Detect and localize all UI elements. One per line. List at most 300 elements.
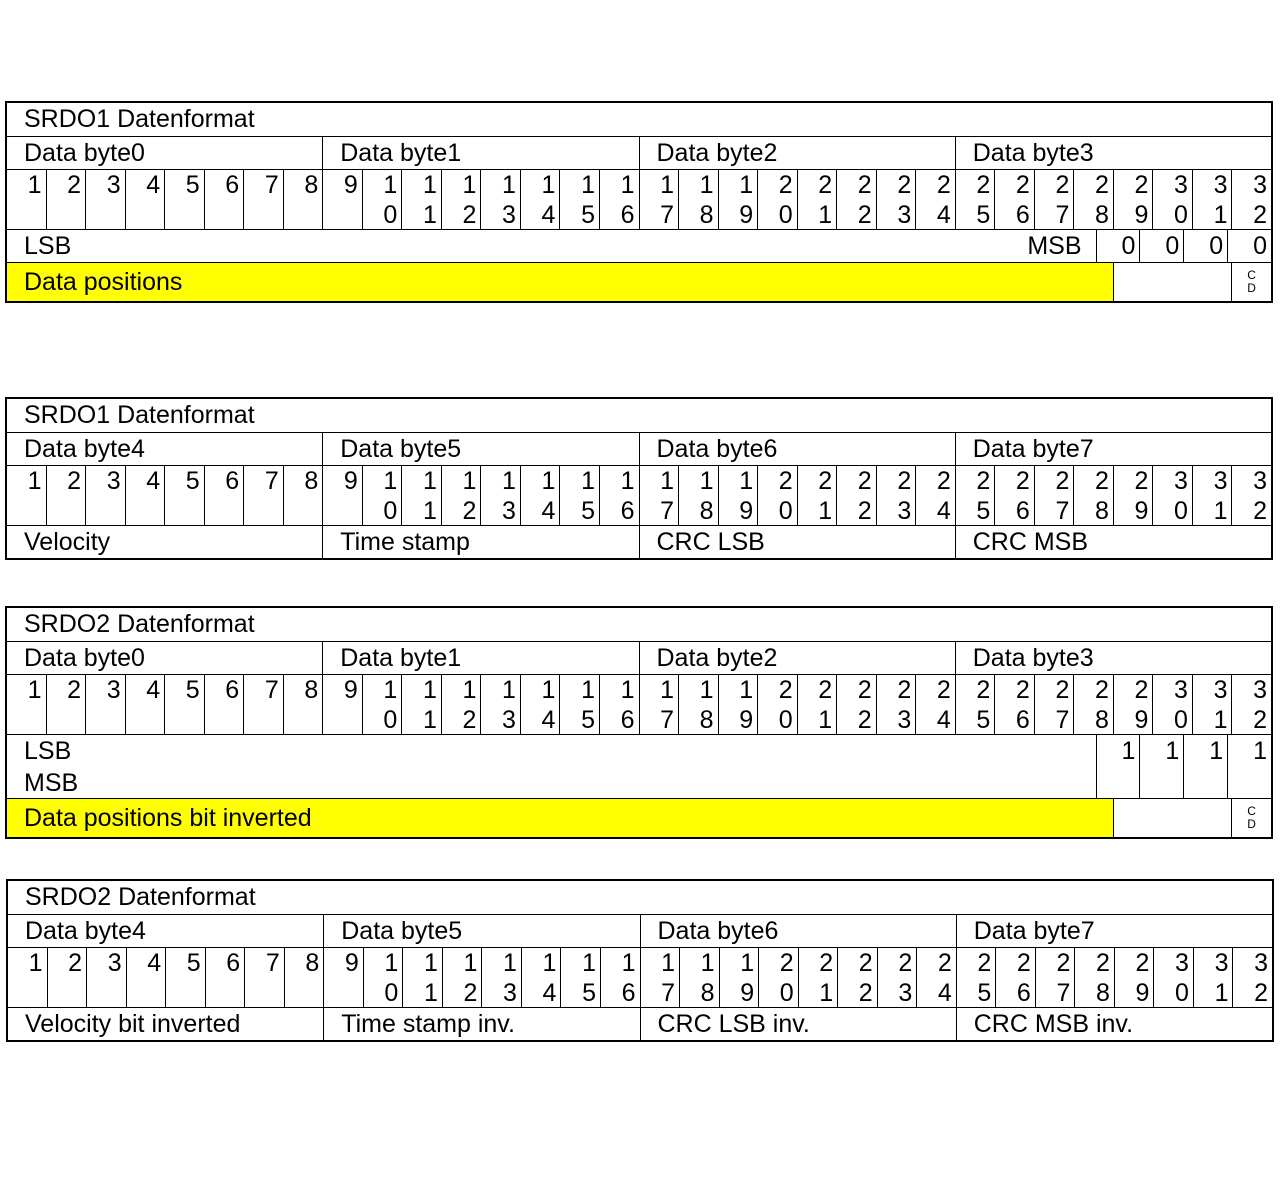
bit-digit-top: 3 — [1214, 949, 1229, 977]
bit-digit-top: 2 — [1135, 949, 1150, 977]
bit-cell — [719, 948, 759, 1007]
bit-digit-bottom: 9 — [1134, 497, 1149, 525]
bit-digit-top: 1 — [422, 676, 437, 704]
flag-cell: 1 — [1139, 735, 1183, 798]
bit-cell — [876, 675, 916, 734]
lsb-msb-row — [7, 229, 1271, 262]
empty-cell — [1114, 799, 1231, 837]
bit-digit-top: 1 — [384, 949, 399, 977]
bit-cell — [915, 466, 955, 525]
bit-digit-top: 2 — [818, 171, 833, 199]
bit-digit-top: 2 — [1016, 949, 1031, 977]
bit-cell — [481, 948, 521, 1007]
bit-cell — [678, 170, 718, 229]
byte-header: Data byte7 — [955, 433, 1271, 465]
bit-cell — [441, 170, 481, 229]
bit-digit-top: 2 — [1055, 171, 1070, 199]
bit-digit-top: 5 — [185, 171, 200, 199]
bit-digit-bottom: 2 — [462, 201, 477, 229]
bit-digit-top: 4 — [146, 676, 161, 704]
bit-cell — [441, 466, 481, 525]
bit-digit-bottom: 6 — [1015, 497, 1030, 525]
bit-cell — [1192, 675, 1232, 734]
bit-digit-top: 2 — [67, 171, 82, 199]
bit-digit-top: 1 — [422, 467, 437, 495]
bit-cell — [85, 675, 125, 734]
bit-cell — [85, 170, 125, 229]
bit-cell — [678, 466, 718, 525]
bit-cell — [679, 948, 719, 1007]
bit-cell — [994, 170, 1034, 229]
bit-digit-bottom: 2 — [1253, 497, 1267, 525]
bit-cell — [1073, 170, 1113, 229]
bit-digit-top: 3 — [1213, 467, 1228, 495]
bit-cell — [718, 170, 758, 229]
bit-digit-bottom: 3 — [502, 201, 516, 229]
flag-cell: 0 — [1183, 230, 1227, 262]
bit-digit-top: 1 — [699, 467, 714, 495]
bit-cell — [837, 948, 877, 1007]
bit-digit-top: 1 — [541, 467, 556, 495]
bit-cell — [718, 675, 758, 734]
bit-cell — [8, 948, 47, 1007]
bit-digit-top: 1 — [502, 676, 516, 704]
bit-cell — [1113, 466, 1153, 525]
bit-digit-top: 3 — [1213, 676, 1228, 704]
bit-cell — [46, 170, 86, 229]
bit-digit-bottom: 3 — [897, 706, 912, 734]
bit-cell — [995, 948, 1035, 1007]
bit-digit-top: 2 — [857, 467, 872, 495]
bit-cell — [797, 170, 837, 229]
bit-digit-top: 2 — [1055, 676, 1070, 704]
bit-number-row — [7, 674, 1271, 734]
byte-header: Data byte1 — [322, 137, 638, 169]
bit-digit-bottom: 1 — [1213, 706, 1228, 734]
bit-cell — [401, 466, 441, 525]
bit-cell — [205, 948, 245, 1007]
bit-digit-top: 3 — [1254, 949, 1268, 977]
byte-header: Data byte1 — [322, 642, 638, 674]
bit-cell — [876, 466, 916, 525]
byte-header: Data byte4 — [24, 434, 145, 463]
bit-digit-top: 1 — [541, 171, 556, 199]
bit-cell — [1193, 948, 1233, 1007]
bit-cell — [718, 466, 758, 525]
bit-digit-top: 3 — [1253, 171, 1267, 199]
bit-digit-top: 1 — [620, 676, 635, 704]
bit-digit-top: 1 — [620, 467, 635, 495]
bit-cell — [204, 466, 244, 525]
bit-digit-bottom: 7 — [661, 979, 676, 1007]
flag-cell: 0 — [1096, 230, 1140, 262]
bit-digit-top: 2 — [857, 676, 872, 704]
bit-cell — [1231, 466, 1271, 525]
bit-cell — [244, 948, 284, 1007]
bit-cell — [1231, 675, 1271, 734]
bit-cell — [1232, 948, 1272, 1007]
bit-digit-top: 2 — [819, 949, 834, 977]
bit-digit-bottom: 0 — [1175, 979, 1189, 1007]
bit-number-row — [7, 169, 1271, 229]
bit-cell — [125, 170, 165, 229]
cd-d: D — [1247, 817, 1256, 831]
bit-digit-bottom: 2 — [462, 497, 477, 525]
bit-cell — [323, 948, 363, 1007]
bit-digit-top: 9 — [343, 171, 358, 199]
bit-digit-top: 2 — [818, 467, 833, 495]
empty-cell — [1114, 263, 1231, 301]
bit-cell — [1152, 466, 1192, 525]
srdo2-table-b — [6, 879, 1274, 1042]
bit-cell — [757, 675, 797, 734]
bit-cell — [956, 948, 996, 1007]
field-time-stamp: Time stamp — [322, 526, 638, 558]
bit-digit-top: 1 — [620, 171, 635, 199]
bit-digit-bottom: 7 — [660, 201, 675, 229]
bit-cell — [126, 948, 166, 1007]
bit-digit-bottom: 7 — [660, 497, 675, 525]
bit-cell — [204, 170, 244, 229]
bit-digit-top: 5 — [185, 676, 200, 704]
byte-header: Data byte2 — [639, 642, 955, 674]
bit-digit-bottom: 8 — [1094, 706, 1109, 734]
bit-digit-top: 2 — [936, 467, 951, 495]
bit-digit-top: 1 — [582, 949, 596, 977]
bit-digit-bottom: 9 — [1135, 979, 1150, 1007]
bit-cell — [441, 675, 481, 734]
bit-cell — [363, 948, 403, 1007]
bit-digit-top: 1 — [463, 949, 478, 977]
bit-number-row — [7, 465, 1271, 525]
bit-digit-bottom: 2 — [1253, 706, 1267, 734]
lsb-msb-row — [7, 734, 1271, 798]
bit-digit-bottom: 4 — [541, 706, 556, 734]
bit-cell — [520, 675, 560, 734]
bit-digit-top: 1 — [660, 676, 675, 704]
byte-header: Data byte3 — [955, 642, 1271, 674]
byte-header-row — [8, 914, 1272, 947]
bit-digit-top: 9 — [343, 676, 358, 704]
bit-cell — [284, 948, 324, 1007]
bit-digit-top: 2 — [818, 676, 833, 704]
byte-header: Data byte6 — [640, 915, 956, 947]
bit-digit-top: 3 — [107, 949, 122, 977]
bit-digit-bottom: 4 — [541, 497, 556, 525]
cd-c: C — [1247, 268, 1256, 282]
bit-cell — [876, 170, 916, 229]
bit-digit-top: 2 — [1015, 171, 1030, 199]
bit-digit-top: 8 — [304, 467, 319, 495]
bit-digit-top: 2 — [977, 949, 992, 977]
lsb-label: LSB — [24, 737, 72, 765]
bit-digit-bottom: 0 — [1174, 706, 1188, 734]
bit-digit-bottom: 3 — [898, 979, 913, 1007]
bit-cell — [559, 170, 599, 229]
bit-cell — [639, 675, 679, 734]
bit-digit-bottom: 0 — [384, 979, 399, 1007]
bit-digit-top: 6 — [226, 949, 241, 977]
bit-cell — [243, 170, 283, 229]
bit-digit-bottom: 0 — [779, 979, 794, 1007]
bit-digit-top: 2 — [1134, 171, 1149, 199]
bit-digit-top: 5 — [186, 949, 201, 977]
bit-digit-top: 2 — [1134, 676, 1149, 704]
bit-digit-top: 1 — [699, 676, 714, 704]
byte-header: Data byte4 — [25, 916, 146, 945]
bit-cell — [7, 170, 46, 229]
lsb-msb-area — [7, 735, 1096, 798]
data-positions-highlight: Data positions — [7, 263, 1114, 301]
byte-header: Data byte2 — [639, 137, 955, 169]
bit-digit-bottom: 2 — [1254, 979, 1268, 1007]
field-velocity: Velocity — [24, 527, 111, 556]
bit-digit-bottom: 6 — [620, 497, 635, 525]
bit-cell — [559, 675, 599, 734]
bit-cell — [480, 466, 520, 525]
bit-digit-top: 1 — [502, 467, 516, 495]
byte-header: Data byte6 — [639, 433, 955, 465]
bit-digit-top: 3 — [1174, 676, 1188, 704]
bit-digit-bottom: 9 — [1134, 201, 1149, 229]
bit-digit-top: 1 — [27, 171, 42, 199]
table-title: SRDO2 Datenformat — [25, 883, 256, 911]
bit-digit-bottom: 0 — [1174, 201, 1188, 229]
bit-digit-bottom: 5 — [977, 979, 992, 1007]
bit-digit-top: 2 — [778, 171, 793, 199]
data-positions-highlight: Data positions bit inverted — [7, 799, 1114, 837]
bit-digit-top: 1 — [740, 949, 755, 977]
bit-digit-bottom: 6 — [620, 706, 635, 734]
bit-digit-bottom: 1 — [818, 706, 833, 734]
bit-cell — [125, 466, 165, 525]
field-crc-lsb: CRC LSB — [639, 526, 955, 558]
bit-cell — [164, 170, 204, 229]
bit-digit-top: 1 — [581, 467, 595, 495]
bit-cell — [639, 170, 679, 229]
bit-cell — [362, 675, 402, 734]
bit-digit-bottom: 1 — [819, 979, 834, 1007]
bit-digit-bottom: 2 — [462, 706, 477, 734]
bit-cell — [46, 675, 86, 734]
bit-cell — [916, 948, 956, 1007]
lsb-msb-area — [7, 230, 1096, 262]
bit-cell — [7, 675, 46, 734]
bit-cell — [402, 948, 442, 1007]
bit-digit-bottom: 2 — [857, 201, 872, 229]
bit-digit-bottom: 9 — [739, 497, 754, 525]
cd-c: C — [1247, 804, 1256, 818]
bit-cell — [362, 170, 402, 229]
bit-cell — [915, 170, 955, 229]
bit-digit-top: 1 — [462, 467, 477, 495]
bit-digit-top: 8 — [304, 171, 319, 199]
bit-cell — [401, 675, 441, 734]
byte-header: Data byte7 — [956, 915, 1272, 947]
bit-digit-bottom: 6 — [1015, 201, 1030, 229]
bit-digit-top: 3 — [1175, 949, 1189, 977]
bit-digit-top: 2 — [897, 171, 912, 199]
bit-digit-top: 2 — [1015, 467, 1030, 495]
bit-digit-bottom: 9 — [740, 979, 755, 1007]
bit-digit-top: 2 — [897, 676, 912, 704]
bit-digit-bottom: 3 — [897, 201, 912, 229]
bit-digit-top: 1 — [581, 676, 595, 704]
bit-digit-bottom: 0 — [778, 706, 793, 734]
bit-digit-bottom: 2 — [857, 706, 872, 734]
byte-header-row — [7, 432, 1271, 465]
bit-digit-bottom: 3 — [502, 706, 516, 734]
bit-digit-top: 3 — [1174, 171, 1188, 199]
bit-digit-bottom: 1 — [1214, 979, 1229, 1007]
bit-digit-top: 1 — [621, 949, 636, 977]
bit-digit-bottom: 1 — [818, 201, 833, 229]
bit-digit-top: 3 — [1253, 676, 1267, 704]
bit-digit-bottom: 4 — [937, 979, 952, 1007]
bit-digit-top: 1 — [739, 467, 754, 495]
bit-digit-bottom: 4 — [542, 979, 557, 1007]
bit-cell — [442, 948, 482, 1007]
bit-cell — [401, 170, 441, 229]
bit-digit-top: 1 — [739, 676, 754, 704]
bit-digit-top: 1 — [423, 949, 438, 977]
bit-cell — [915, 675, 955, 734]
bit-digit-bottom: 6 — [620, 201, 635, 229]
bit-digit-top: 7 — [265, 949, 280, 977]
bit-cell — [283, 675, 323, 734]
bit-digit-bottom: 8 — [699, 706, 714, 734]
bit-cell — [758, 948, 798, 1007]
bit-digit-top: 5 — [185, 467, 200, 495]
srdo1-table-b — [5, 397, 1273, 560]
bit-digit-bottom: 3 — [502, 497, 516, 525]
bit-digit-bottom: 9 — [739, 706, 754, 734]
bit-digit-bottom: 4 — [936, 706, 951, 734]
bit-digit-top: 1 — [383, 676, 398, 704]
field-time-stamp-inv: Time stamp inv. — [323, 1008, 639, 1040]
field-row — [7, 525, 1271, 558]
srdo2-table-a — [5, 606, 1273, 839]
bit-digit-top: 2 — [858, 949, 873, 977]
bit-digit-bottom: 1 — [423, 979, 438, 1007]
bit-digit-bottom: 1 — [422, 706, 437, 734]
bit-cell — [1152, 170, 1192, 229]
byte-header: Data byte3 — [955, 137, 1271, 169]
bit-digit-top: 2 — [1094, 171, 1109, 199]
bit-cell — [1113, 170, 1153, 229]
bit-cell — [362, 466, 402, 525]
bit-digit-top: 2 — [976, 171, 991, 199]
bit-cell — [283, 466, 323, 525]
bit-digit-top: 2 — [1094, 467, 1109, 495]
bit-digit-top: 2 — [1134, 467, 1149, 495]
bit-digit-top: 2 — [936, 171, 951, 199]
bit-digit-bottom: 0 — [383, 201, 398, 229]
bit-digit-bottom: 4 — [541, 201, 556, 229]
flag-cell: 1 — [1227, 735, 1271, 798]
bit-digit-top: 3 — [1213, 171, 1228, 199]
flag-cell: 1 — [1183, 735, 1227, 798]
bit-digit-top: 2 — [779, 949, 794, 977]
bit-cell — [243, 675, 283, 734]
field-crc-msb: CRC MSB — [955, 526, 1271, 558]
bit-cell — [757, 466, 797, 525]
byte-header-row — [7, 136, 1271, 169]
bit-digit-top: 9 — [344, 949, 359, 977]
bit-digit-top: 2 — [937, 949, 952, 977]
bit-cell — [1153, 948, 1193, 1007]
byte-header: Data byte5 — [322, 433, 638, 465]
bit-cell — [322, 466, 362, 525]
bit-digit-top: 2 — [67, 676, 82, 704]
bit-cell — [165, 948, 205, 1007]
bit-digit-top: 1 — [581, 171, 595, 199]
bit-digit-top: 9 — [343, 467, 358, 495]
bit-cell — [1034, 466, 1074, 525]
bit-digit-top: 3 — [106, 171, 121, 199]
bit-digit-bottom: 1 — [1213, 497, 1228, 525]
bit-cell — [86, 948, 126, 1007]
bit-digit-bottom: 9 — [739, 201, 754, 229]
bit-cell — [798, 948, 838, 1007]
bit-digit-top: 2 — [778, 676, 793, 704]
bit-digit-bottom: 2 — [463, 979, 478, 1007]
bit-digit-top: 1 — [462, 171, 477, 199]
msb-label: MSB — [1027, 232, 1082, 260]
bit-digit-bottom: 0 — [383, 497, 398, 525]
byte-header-row — [7, 641, 1271, 674]
bit-cell — [640, 948, 680, 1007]
bit-digit-top: 2 — [976, 467, 991, 495]
bit-cell — [994, 466, 1034, 525]
bit-digit-bottom: 5 — [581, 497, 595, 525]
byte-header: Data byte0 — [24, 643, 145, 672]
bit-digit-top: 3 — [106, 676, 121, 704]
bit-digit-top: 2 — [1056, 949, 1071, 977]
bit-cell — [1114, 948, 1154, 1007]
bit-digit-top: 2 — [898, 949, 913, 977]
bit-cell — [955, 675, 995, 734]
bit-digit-top: 2 — [897, 467, 912, 495]
field-row — [8, 1007, 1272, 1040]
bit-digit-top: 3 — [1253, 467, 1267, 495]
bit-digit-bottom: 8 — [700, 979, 715, 1007]
bit-digit-top: 1 — [462, 676, 477, 704]
srdo1-table-a — [5, 101, 1273, 303]
bit-digit-bottom: 8 — [1095, 979, 1110, 1007]
bit-digit-top: 2 — [778, 467, 793, 495]
table-title: SRDO1 Datenformat — [24, 401, 255, 429]
bit-digit-top: 3 — [106, 467, 121, 495]
bit-cell — [7, 466, 46, 525]
bit-digit-bottom: 4 — [936, 201, 951, 229]
table-title: SRDO2 Datenformat — [24, 610, 255, 638]
bit-digit-bottom: 5 — [976, 706, 991, 734]
bit-digit-bottom: 1 — [422, 497, 437, 525]
bit-digit-top: 1 — [739, 171, 754, 199]
bit-cell — [955, 466, 995, 525]
cd-d: D — [1247, 281, 1256, 295]
byte-header: Data byte0 — [24, 138, 145, 167]
bit-cell — [1231, 170, 1271, 229]
bit-cell — [164, 675, 204, 734]
bit-digit-bottom: 3 — [503, 979, 517, 1007]
bit-digit-top: 7 — [264, 171, 279, 199]
bit-cell — [600, 948, 640, 1007]
bit-digit-top: 1 — [542, 949, 557, 977]
bit-digit-top: 2 — [1095, 949, 1110, 977]
bit-digit-top: 2 — [1055, 467, 1070, 495]
